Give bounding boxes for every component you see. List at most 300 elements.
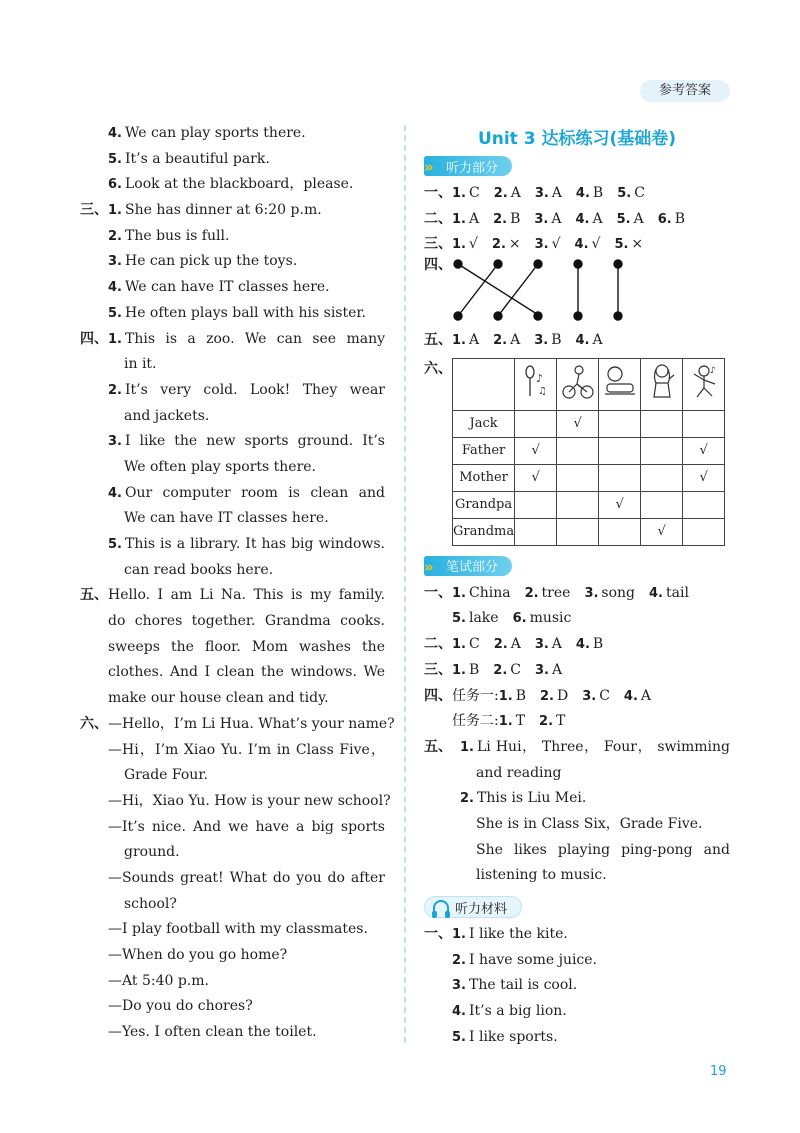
- item-number: 2.: [540, 688, 554, 704]
- material-line: [424, 948, 730, 974]
- answer-line: [80, 866, 385, 892]
- answer-items: [424, 181, 730, 207]
- material-line: [424, 999, 730, 1025]
- item-answer: China: [468, 584, 511, 601]
- answer-line: [80, 660, 385, 686]
- item-answer: song: [601, 584, 636, 601]
- item-number: 2.: [491, 237, 506, 253]
- item-number: 4.: [649, 585, 663, 601]
- item-number: 3.: [584, 585, 599, 601]
- lying-girl-icon: [599, 358, 641, 410]
- item-number: 2.: [539, 714, 554, 730]
- table-cell: [683, 518, 725, 545]
- answer-text: —When do you go home?: [108, 947, 288, 963]
- answer-line: [80, 275, 385, 301]
- answer-items: [424, 207, 730, 233]
- item-answer: music: [529, 610, 572, 627]
- item-answer: ×: [508, 236, 521, 253]
- item-answer: √: [591, 236, 601, 253]
- answer-text-block: [80, 1020, 385, 1046]
- matching-lines-diagram: [424, 258, 644, 328]
- answer-line: [80, 172, 385, 198]
- double-chevron-icon: »: [424, 158, 434, 176]
- item-number: 3.: [452, 978, 466, 994]
- answer-line: [80, 327, 385, 353]
- svg-text:♪: ♪: [709, 366, 716, 377]
- match-dot: [454, 312, 462, 320]
- answer-text-block: [80, 969, 385, 995]
- item-number: 2.: [493, 662, 508, 678]
- svg-text:♪: ♪: [535, 372, 543, 386]
- answer-text-block: [80, 892, 385, 918]
- item-answer: B: [468, 661, 480, 678]
- answer-line: [80, 609, 385, 635]
- table-row-name: Grandma: [453, 518, 515, 545]
- table-row-name: Father: [453, 437, 515, 464]
- table-cell: [599, 464, 641, 491]
- answer-text: He often plays ball with his sister.: [124, 304, 367, 321]
- table-row: [453, 464, 725, 491]
- material-line: [424, 1025, 730, 1051]
- answer-text: Grade Four.: [124, 767, 208, 784]
- match-line-2: [458, 264, 498, 316]
- item-number: 3.: [534, 637, 549, 653]
- answer-text: It’s a beautiful park.: [124, 150, 270, 167]
- item-answer: B: [592, 185, 604, 201]
- answer-text: Our computer room is clean and: [124, 484, 385, 501]
- answer-text-block: [80, 429, 385, 455]
- item-answer: tree: [541, 584, 571, 601]
- answer-line: [424, 863, 730, 889]
- written-section-label: 笔试部分: [446, 560, 499, 576]
- table-row: [453, 518, 725, 545]
- item-number: 1.: [498, 688, 513, 704]
- answer-line: [80, 352, 385, 378]
- item-number: 3.: [534, 333, 549, 349]
- question-mark-label: 四、: [424, 257, 452, 274]
- answer-text-block: [80, 224, 385, 250]
- answer-line: [80, 635, 385, 661]
- written-section-banner: [424, 554, 730, 578]
- answer-text: The bus is full.: [124, 227, 230, 244]
- answer-line: [424, 709, 730, 735]
- item-number: 4.: [108, 126, 122, 141]
- item-number: 1.: [108, 203, 122, 219]
- answer-text-block: [80, 172, 385, 198]
- answer-text-block: [80, 404, 385, 430]
- material-text: The tail is cool.: [468, 977, 578, 994]
- answer-text: He can pick up the toys.: [124, 253, 298, 270]
- answer-line: [424, 761, 730, 787]
- answer-text: —Hi，Xiao Yu. How is your new school?: [108, 792, 391, 809]
- item-answer: A: [592, 332, 603, 349]
- item-number: 5.: [616, 211, 631, 227]
- item-answer: lake: [468, 610, 499, 627]
- item-number: 1.: [460, 739, 474, 755]
- question-mark-label: 三、: [424, 661, 452, 678]
- answer-line: [80, 481, 385, 507]
- answer-text: —At 5:40 p.m.: [108, 972, 209, 989]
- item-number: 1.: [452, 333, 466, 349]
- answer-text-block: [80, 301, 385, 327]
- item-answer: B: [551, 332, 562, 349]
- listening-section-label: 听力部分: [446, 160, 499, 176]
- answer-text: This is a library. It has big windows.: [124, 536, 385, 552]
- item-number: 4.: [623, 688, 638, 704]
- match-dot: [574, 312, 582, 320]
- answer-text: Li Hui， Three， Four， swimming: [476, 738, 730, 755]
- answer-line: [80, 198, 385, 224]
- material-text-block: [424, 999, 730, 1025]
- table-cell: [515, 491, 557, 518]
- answer-line: [424, 812, 730, 838]
- answer-text-block: [80, 994, 385, 1020]
- match-dot: [574, 260, 582, 268]
- table-cell: [599, 437, 641, 464]
- answer-line: [80, 455, 385, 481]
- double-chevron-icon: »: [424, 557, 434, 576]
- item-number: 1.: [452, 585, 466, 601]
- item-number: 1.: [452, 662, 466, 678]
- answer-text: —Yes. I often clean the toilet.: [108, 1024, 317, 1041]
- answer-line: [424, 786, 730, 812]
- answer-text-block: [80, 378, 385, 404]
- answer-text: I like the new sports ground. It’s: [124, 433, 385, 450]
- question-mark-label: 二、: [424, 210, 452, 227]
- item-number: 4.: [574, 237, 589, 253]
- table-cell: [641, 410, 683, 437]
- answer-items: [424, 581, 730, 607]
- answer-text-block: [80, 815, 385, 841]
- answer-text-block: [80, 789, 391, 815]
- answer-text-block: [80, 917, 385, 943]
- item-number: 4.: [575, 333, 590, 349]
- item-number: 2.: [460, 791, 474, 807]
- svg-text:♫: ♫: [537, 386, 547, 398]
- question-mark-label: 四、: [80, 330, 108, 347]
- item-answer: A: [510, 332, 521, 349]
- answer-items: [424, 232, 730, 258]
- item-number: 2.: [493, 333, 508, 349]
- item-answer: B: [510, 210, 521, 227]
- table-cell: [557, 518, 599, 545]
- table-cell: [557, 491, 599, 518]
- answer-text: We can have IT classes here.: [124, 279, 330, 296]
- listening-material-lines: [424, 922, 730, 1050]
- item-number: 6.: [512, 611, 527, 627]
- answer-line: [80, 815, 385, 841]
- answer-text: sweeps the floor. Mom washes the: [108, 638, 385, 655]
- answer-text-block: [80, 481, 385, 507]
- answer-text: She likes playing ping-pong and: [476, 841, 730, 858]
- item-answer: √: [551, 236, 561, 253]
- question-mark-label: 二、: [424, 636, 452, 653]
- match-dot: [494, 260, 502, 268]
- match-dot: [494, 312, 502, 320]
- answer-items: [424, 632, 730, 658]
- item-answer: A: [468, 210, 480, 227]
- microphone-music-icon: [515, 358, 557, 410]
- item-number: 5.: [452, 1029, 466, 1045]
- item-answer: C: [599, 687, 610, 704]
- answer-line: [424, 232, 730, 258]
- answer-text: ground.: [124, 844, 180, 861]
- answer-line: [424, 207, 730, 233]
- table-row-name: Mother: [453, 464, 515, 491]
- answer-line: [80, 994, 385, 1020]
- answer-line: [424, 581, 730, 607]
- answer-text-block: [80, 198, 385, 224]
- answer-text: make our house clean and tidy.: [108, 690, 329, 707]
- table-cell: [641, 437, 683, 464]
- answer-line: [80, 583, 385, 609]
- answer-line: [80, 429, 385, 455]
- material-text-block: [424, 1025, 730, 1051]
- answer-line: [80, 943, 385, 969]
- answer-text: This is a zoo. We can see many: [124, 330, 385, 347]
- item-number: 3.: [108, 254, 122, 270]
- answer-text: —Do you do chores?: [108, 998, 253, 1015]
- item-answer: B: [515, 687, 526, 704]
- answer-text-block: [80, 121, 385, 147]
- answer-text-block: [80, 327, 385, 353]
- answer-text-block: [80, 660, 385, 686]
- answer-key-tag: 参考答案: [640, 80, 730, 102]
- answer-line: [80, 712, 395, 738]
- material-text: I have some juice.: [468, 951, 598, 968]
- question-mark-label: 五、: [424, 332, 452, 349]
- item-number: 2.: [108, 228, 122, 244]
- item-number: 3.: [534, 211, 549, 227]
- question-mark-label: 五、: [80, 587, 108, 604]
- match-line-1: [458, 264, 540, 316]
- answer-line: [80, 763, 385, 789]
- item-answer: √: [468, 236, 478, 253]
- item-number: 2.: [524, 585, 539, 601]
- answer-text-block: [80, 943, 385, 969]
- item-number: 4.: [575, 637, 590, 653]
- written-answers: [424, 581, 730, 735]
- dancing-boy-icon: [683, 358, 725, 410]
- material-line: [424, 973, 730, 999]
- item-number: 2.: [493, 211, 508, 227]
- item-answer: A: [592, 210, 603, 227]
- left-column: [80, 121, 395, 1046]
- table-cell: [557, 464, 599, 491]
- item-number: 6.: [657, 211, 672, 227]
- listening-q5-answers: [424, 328, 730, 354]
- answer-text-block: [80, 840, 385, 866]
- table-cell: √: [683, 464, 725, 491]
- answer-line: [424, 632, 730, 658]
- item-answer: A: [551, 661, 563, 678]
- answer-text-block: [80, 455, 385, 481]
- material-text-block: [424, 948, 730, 974]
- item-number: 1.: [452, 637, 466, 653]
- answer-line: [424, 181, 730, 207]
- listening-section-banner: [424, 154, 730, 178]
- item-number: 5.: [108, 151, 122, 167]
- answer-line: [80, 249, 385, 275]
- item-number: 2.: [493, 186, 508, 201]
- answer-text: It’s very cold. Look! They wear: [124, 381, 385, 398]
- item-answer: T: [515, 713, 526, 730]
- material-text: I like the kite.: [468, 926, 568, 942]
- answer-text-block: [80, 866, 385, 892]
- answer-text: clothes. And I clean the windows. We: [108, 664, 385, 681]
- table-cell: [641, 464, 683, 491]
- item-number: 3.: [108, 434, 122, 450]
- answer-line: [424, 735, 730, 761]
- answer-line: [80, 558, 385, 584]
- item-answer: tail: [666, 584, 689, 601]
- answer-line: [80, 917, 385, 943]
- item-number: 2.: [108, 382, 122, 398]
- item-answer: B: [674, 210, 685, 227]
- answer-text: school?: [124, 895, 177, 912]
- answer-text-block: [80, 583, 385, 609]
- answer-text: She is in Class Six，Grade Five.: [476, 815, 703, 832]
- answer-line: [80, 738, 385, 764]
- question-mark-label: 三、: [424, 236, 452, 253]
- answer-line: [80, 506, 385, 532]
- question-mark-label: 一、: [424, 584, 452, 601]
- item-number: 4.: [575, 186, 590, 201]
- table-row: [453, 491, 725, 518]
- item-number: 2.: [452, 952, 466, 968]
- answer-text-block: [80, 352, 385, 378]
- headphones-icon: [433, 900, 449, 914]
- item-number: 1.: [452, 237, 466, 253]
- answer-text: and reading: [476, 764, 562, 781]
- item-answer: A: [510, 636, 521, 653]
- answer-line: [80, 404, 385, 430]
- item-number: 4.: [108, 485, 122, 501]
- answer-text: in it.: [124, 356, 157, 373]
- answer-line: [80, 147, 385, 173]
- answer-line: [80, 121, 385, 147]
- question-mark-label: 六、: [424, 360, 452, 377]
- task-label: 任务二:: [452, 713, 499, 730]
- question-mark-label: 五、: [424, 738, 452, 755]
- material-text-block: [424, 973, 730, 999]
- answer-text: —It’s nice. And we have a big sports: [108, 818, 385, 835]
- item-number: 3.: [534, 186, 549, 201]
- question-mark-label: 一、: [424, 185, 452, 201]
- answer-text-block: [80, 275, 385, 301]
- item-answer: D: [556, 687, 569, 704]
- item-answer: A: [551, 210, 562, 227]
- answer-text-block: [80, 635, 385, 661]
- table-corner-cell: [453, 358, 515, 410]
- answer-text: —Hi，I’m Xiao Yu. I’m in Class Five，: [108, 741, 385, 758]
- material-text: I like sports.: [468, 1028, 558, 1045]
- material-line: [424, 922, 730, 948]
- material-text-block: [424, 922, 730, 948]
- answer-text-block: [80, 558, 385, 584]
- answer-text: Look at the blackboard，please.: [124, 176, 354, 193]
- match-dot: [614, 260, 622, 268]
- answer-text-block: [424, 761, 730, 787]
- item-number: 1.: [452, 211, 466, 227]
- item-answer: A: [468, 332, 480, 349]
- table-row: [453, 437, 725, 464]
- match-dot: [534, 312, 542, 320]
- item-number: 1.: [498, 714, 513, 730]
- table-cell: [599, 518, 641, 545]
- table-cell: √: [641, 518, 683, 545]
- answer-text: —I play football with my classmates.: [108, 921, 368, 938]
- item-answer: C: [634, 185, 645, 201]
- table-cell: [515, 518, 557, 545]
- item-number: 1.: [108, 331, 122, 347]
- answer-line: [80, 532, 385, 558]
- answer-text-block: [424, 735, 730, 761]
- match-dot: [614, 312, 622, 320]
- item-answer: B: [592, 636, 604, 653]
- answer-line: [80, 840, 385, 866]
- item-answer: A: [510, 185, 521, 201]
- table-cell: [557, 437, 599, 464]
- match-dot: [454, 260, 462, 268]
- item-number: 5.: [614, 237, 629, 253]
- item-answer: C: [468, 636, 480, 653]
- column-divider: [404, 125, 406, 1043]
- answer-text-block: [424, 838, 730, 864]
- answer-text: We often play sports there.: [124, 458, 317, 475]
- answer-text-block: [424, 812, 730, 838]
- table-cell: [683, 491, 725, 518]
- item-number: 1.: [452, 186, 466, 201]
- cycling-boy-icon: [557, 358, 599, 410]
- answer-text: listening to music.: [476, 867, 607, 884]
- table-cell: √: [515, 464, 557, 491]
- item-answer: A: [633, 210, 644, 227]
- answer-line: [424, 684, 730, 710]
- item-number: 3.: [534, 237, 549, 253]
- answer-text-block: [80, 712, 395, 738]
- unit-title: Unit 3 达标练习(基础卷): [477, 129, 677, 149]
- listening-material-label: 听力材料: [455, 901, 508, 917]
- item-answer: ×: [631, 236, 644, 253]
- answer-text-block: [80, 763, 385, 789]
- task-label: 任务一:: [452, 687, 499, 704]
- question-mark-label: 三、: [80, 202, 108, 219]
- table-cell: [683, 410, 725, 437]
- question-mark-label: 四、: [424, 687, 452, 704]
- answer-line: [80, 378, 385, 404]
- answer-text-block: [424, 786, 730, 812]
- answer-line: [80, 224, 385, 250]
- question-mark-label: 一、: [424, 926, 452, 942]
- answer-text: Hello. I am Li Na. This is my family.: [108, 587, 385, 604]
- item-number: 5.: [108, 305, 122, 321]
- match-dot: [534, 260, 542, 268]
- item-number: 5.: [108, 537, 122, 552]
- answer-text: We can play sports there.: [124, 125, 306, 141]
- answer-line: [80, 969, 385, 995]
- item-number: 2.: [493, 637, 508, 653]
- answer-items: [424, 684, 730, 710]
- answer-items: [424, 606, 730, 632]
- material-text: It’s a big lion.: [468, 1003, 567, 1020]
- item-number: 4.: [575, 211, 590, 227]
- item-answer: A: [640, 687, 652, 704]
- answer-text-block: [80, 738, 385, 764]
- answer-text: —Sounds great! What do you do after: [108, 869, 385, 886]
- answer-text-block: [80, 506, 385, 532]
- answer-line: [424, 606, 730, 632]
